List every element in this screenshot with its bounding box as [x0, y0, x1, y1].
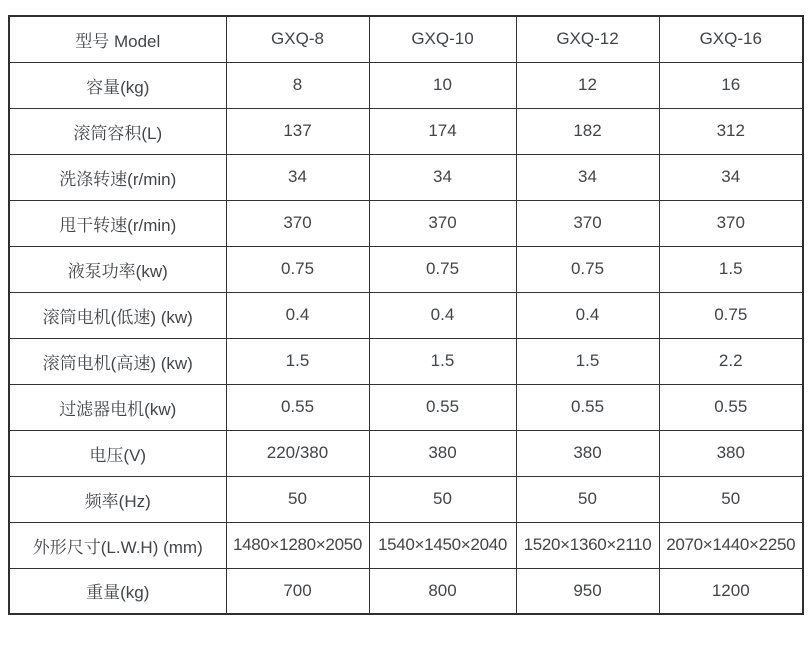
model-name-gxq12: GXQ-12 [516, 16, 659, 62]
table-row-drum-motor-low [9, 292, 803, 338]
cell-value: 370 [516, 200, 659, 246]
row-label: 容量(kg) [9, 62, 226, 108]
cell-value: 34 [659, 154, 803, 200]
cell-value: 370 [369, 200, 516, 246]
cell-value: 34 [516, 154, 659, 200]
row-label: 过滤器电机(kw) [9, 384, 226, 430]
cell-value: 1.5 [369, 338, 516, 384]
cell-value: 950 [516, 568, 659, 614]
table-header-row [9, 16, 803, 62]
cell-value: 174 [369, 108, 516, 154]
cell-value: 0.4 [516, 292, 659, 338]
cell-value: 0.55 [659, 384, 803, 430]
cell-value: 0.4 [369, 292, 516, 338]
table-row-frequency [9, 476, 803, 522]
model-name-gxq10: GXQ-10 [369, 16, 516, 62]
table-row-wash-speed [9, 154, 803, 200]
cell-value: 700 [226, 568, 369, 614]
cell-value: 1.5 [516, 338, 659, 384]
table-row-drum-motor-high [9, 338, 803, 384]
cell-value: 34 [369, 154, 516, 200]
cell-value: 1.5 [226, 338, 369, 384]
cell-value: 1480×1280×2050 [226, 522, 369, 568]
table-row-drum-volume [9, 108, 803, 154]
cell-value: 50 [659, 476, 803, 522]
cell-value: 1540×1450×2040 [369, 522, 516, 568]
cell-value: 16 [659, 62, 803, 108]
cell-value: 1.5 [659, 246, 803, 292]
product-spec-table [8, 15, 804, 615]
cell-value: 34 [226, 154, 369, 200]
row-label: 洗涤转速(r/min) [9, 154, 226, 200]
row-label: 重量(kg) [9, 568, 226, 614]
row-label: 滚筒容积(L) [9, 108, 226, 154]
cell-value: 380 [659, 430, 803, 476]
cell-value: 312 [659, 108, 803, 154]
cell-value: 137 [226, 108, 369, 154]
cell-value: 0.55 [226, 384, 369, 430]
cell-value: 50 [516, 476, 659, 522]
cell-value: 50 [369, 476, 516, 522]
cell-value: 1200 [659, 568, 803, 614]
model-name-gxq16: GXQ-16 [659, 16, 803, 62]
row-label: 频率(Hz) [9, 476, 226, 522]
table-row-spin-speed [9, 200, 803, 246]
cell-value: 370 [226, 200, 369, 246]
cell-value: 10 [369, 62, 516, 108]
row-label: 外形尺寸(L.W.H) (mm) [9, 522, 226, 568]
cell-value: 380 [369, 430, 516, 476]
row-label: 甩干转速(r/min) [9, 200, 226, 246]
cell-value: 50 [226, 476, 369, 522]
spec-table-container [8, 15, 804, 615]
cell-value: 380 [516, 430, 659, 476]
table-row-weight [9, 568, 803, 614]
cell-value: 182 [516, 108, 659, 154]
table-row-dimensions [9, 522, 803, 568]
cell-value: 2070×1440×2250 [659, 522, 803, 568]
cell-value: 0.75 [369, 246, 516, 292]
cell-value: 220/380 [226, 430, 369, 476]
table-row-voltage [9, 430, 803, 476]
cell-value: 12 [516, 62, 659, 108]
row-label: 滚筒电机(低速) (kw) [9, 292, 226, 338]
cell-value: 0.55 [369, 384, 516, 430]
row-label: 液泵功率(kw) [9, 246, 226, 292]
cell-value: 0.4 [226, 292, 369, 338]
table-row-filter-motor [9, 384, 803, 430]
row-label: 滚筒电机(高速) (kw) [9, 338, 226, 384]
model-name-gxq8: GXQ-8 [226, 16, 369, 62]
cell-value: 0.75 [226, 246, 369, 292]
model-header-label: 型号 Model [9, 16, 226, 62]
cell-value: 0.55 [516, 384, 659, 430]
cell-value: 1520×1360×2110 [516, 522, 659, 568]
cell-value: 0.75 [659, 292, 803, 338]
row-label: 电压(V) [9, 430, 226, 476]
cell-value: 8 [226, 62, 369, 108]
cell-value: 0.75 [516, 246, 659, 292]
cell-value: 800 [369, 568, 516, 614]
cell-value: 370 [659, 200, 803, 246]
table-row-pump-power [9, 246, 803, 292]
cell-value: 2.2 [659, 338, 803, 384]
table-row-capacity [9, 62, 803, 108]
